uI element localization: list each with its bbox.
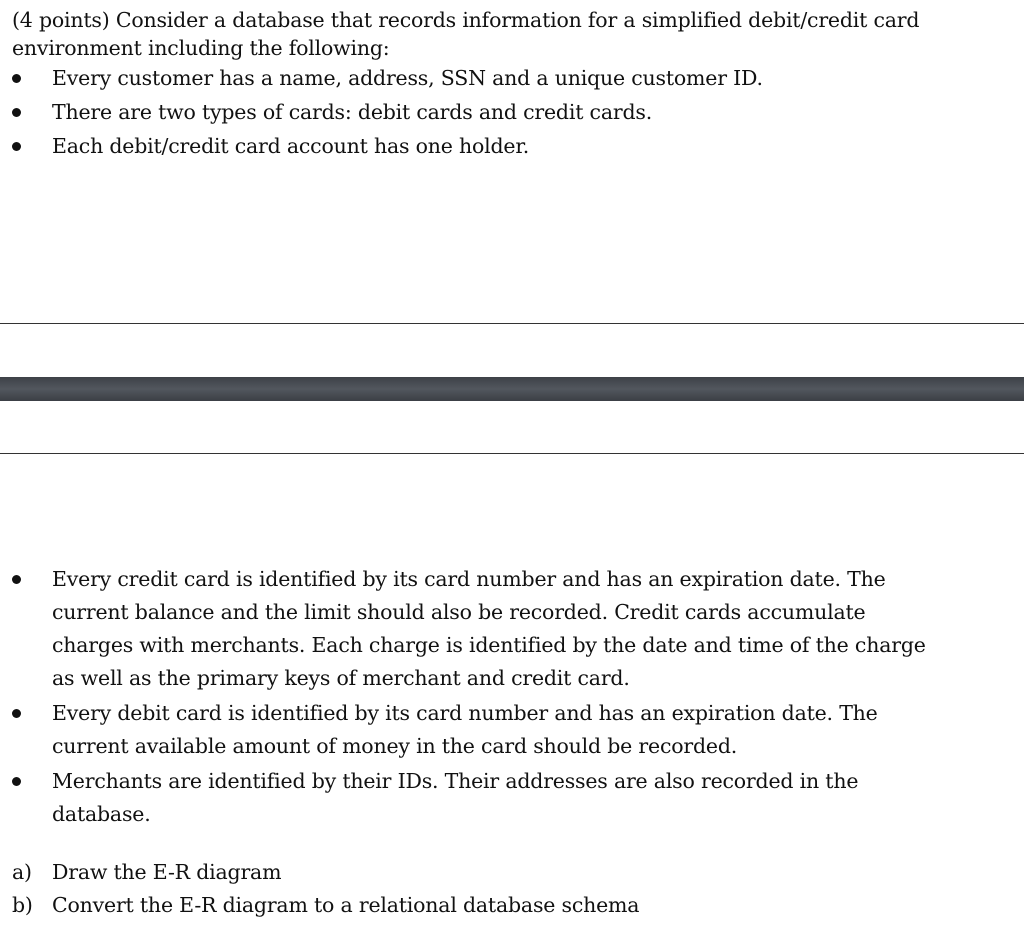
requirements-list-top [0, 64, 1000, 166]
list-item-text: Every credit card is identified by its card number and has an expiration date. The current balance and the limit should also be recorded. Credit cards accumulate charges with merchants. Each charge is identified by the date and time of the charge as well as the primary keys of merchant and credit card. [52, 567, 926, 690]
list-item-text: There are two types of cards: debit cards and credit cards. [52, 100, 653, 124]
list-item [0, 64, 1000, 92]
list-item [0, 563, 980, 695]
list-item [0, 98, 1000, 126]
question-intro: (4 points) Consider a database that records information for a simplified debit/credit card environment including the following: [12, 8, 920, 60]
list-item-text: Merchants are identified by their IDs. Their addresses are also recorded in the database. [52, 769, 859, 826]
task-marker: b) [12, 893, 33, 917]
bullet-icon [12, 709, 21, 718]
task-item [12, 889, 639, 922]
list-item [0, 765, 980, 831]
task-list [12, 856, 639, 922]
bullet-icon [12, 575, 21, 584]
bullet-icon [12, 74, 21, 83]
page-break-bar [0, 377, 1024, 401]
bullet-icon [12, 777, 21, 786]
list-item-text: Each debit/credit card account has one holder. [52, 134, 530, 158]
task-marker: a) [12, 860, 32, 884]
task-text: Draw the E-R diagram [52, 860, 282, 884]
divider-line [0, 453, 1024, 454]
task-item [12, 856, 639, 889]
list-item [0, 697, 980, 763]
bullet-icon [12, 108, 21, 117]
list-item-text: Every debit card is identified by its card number and has an expiration date. The current available amount of money in the card should be recorded. [52, 701, 878, 758]
list-item [0, 132, 1000, 160]
list-item-text: Every customer has a name, address, SSN and a unique customer ID. [52, 66, 763, 90]
task-text: Convert the E-R diagram to a relational database schema [52, 893, 640, 917]
divider-line [0, 323, 1024, 324]
bullet-icon [12, 142, 21, 151]
requirements-list-bottom [0, 563, 980, 833]
